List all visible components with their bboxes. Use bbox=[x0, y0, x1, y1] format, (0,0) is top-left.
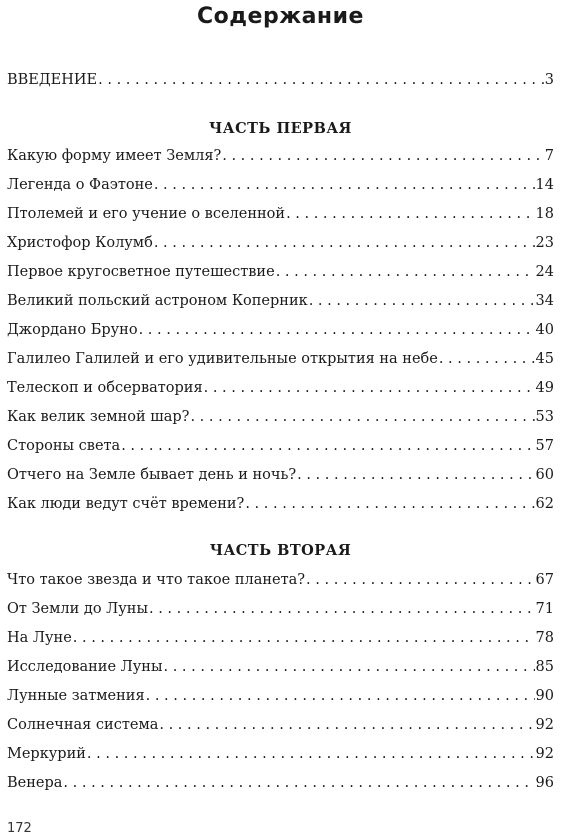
toc-entry-page: 40 bbox=[535, 322, 554, 338]
toc-entry-page: 90 bbox=[535, 688, 554, 704]
toc-entry-label: Христофор Колумб bbox=[7, 235, 153, 251]
toc-entry-label: На Луне bbox=[7, 630, 72, 646]
toc-entry[interactable] bbox=[7, 653, 554, 682]
toc-entry-label: Исследование Луны bbox=[7, 659, 163, 675]
dot-leader bbox=[139, 316, 535, 345]
dot-leader bbox=[309, 287, 535, 316]
dot-leader bbox=[286, 200, 534, 229]
toc-entry-page: 34 bbox=[535, 293, 554, 309]
toc-entry-page: 92 bbox=[535, 717, 554, 733]
toc-entry-page: 67 bbox=[535, 572, 554, 588]
toc-entry-label: Как люди ведут счёт времени? bbox=[7, 496, 245, 512]
dot-leader bbox=[204, 374, 535, 403]
toc-entry-label: Лунные затмения bbox=[7, 688, 145, 704]
toc-entry-label: Меркурий bbox=[7, 746, 86, 762]
page-title: Содержание bbox=[197, 4, 364, 29]
toc-entry-label: Солнечная система bbox=[7, 717, 159, 733]
toc-entry-label: ВВЕДЕНИЕ bbox=[7, 72, 98, 88]
part-two-list bbox=[7, 566, 554, 798]
dot-leader bbox=[439, 345, 535, 374]
intro-block bbox=[7, 66, 554, 95]
toc-entry-label: От Земли до Луны bbox=[7, 601, 148, 617]
toc-entry[interactable] bbox=[7, 229, 554, 258]
toc-entry-page: 24 bbox=[535, 264, 554, 280]
toc-entry-page: 18 bbox=[535, 206, 554, 222]
toc-entry[interactable] bbox=[7, 682, 554, 711]
toc-entry-intro[interactable] bbox=[7, 66, 554, 95]
toc-entry-page: 23 bbox=[535, 235, 554, 251]
dot-leader bbox=[222, 142, 544, 171]
toc-entry-page: 62 bbox=[535, 496, 554, 512]
toc-entry[interactable] bbox=[7, 374, 554, 403]
toc-entry-label: Легенда о Фаэтоне bbox=[7, 177, 153, 193]
toc-entry[interactable] bbox=[7, 711, 554, 740]
toc-entry-page: 78 bbox=[535, 630, 554, 646]
part-one-heading: ЧАСТЬ ПЕРВАЯ bbox=[209, 120, 352, 137]
dot-leader bbox=[154, 171, 535, 200]
dot-leader bbox=[164, 653, 535, 682]
toc-entry-label: Венера bbox=[7, 775, 63, 791]
part-one-list bbox=[7, 142, 554, 519]
toc-entry-page: 7 bbox=[544, 148, 554, 164]
toc-entry-label: Галилео Галилей и его удивительные открытия на небе bbox=[7, 351, 438, 367]
toc-entry-label: Телескоп и обсерватория bbox=[7, 380, 203, 396]
toc-entry-label: Стороны света bbox=[7, 438, 121, 454]
part-two-heading: ЧАСТЬ ВТОРАЯ bbox=[209, 542, 352, 559]
toc-entry-page: 3 bbox=[544, 72, 554, 88]
toc-entry[interactable] bbox=[7, 769, 554, 798]
toc-entry-label: Как велик земной шар? bbox=[7, 409, 190, 425]
dot-leader bbox=[121, 432, 534, 461]
toc-entry-page: 85 bbox=[535, 659, 554, 675]
toc-entry[interactable] bbox=[7, 142, 554, 171]
toc-entry-page: 92 bbox=[535, 746, 554, 762]
dot-leader bbox=[146, 682, 535, 711]
dot-leader bbox=[306, 566, 535, 595]
toc-entry[interactable] bbox=[7, 316, 554, 345]
toc-entry-page: 71 bbox=[535, 601, 554, 617]
toc-entry[interactable] bbox=[7, 740, 554, 769]
dot-leader bbox=[98, 66, 544, 95]
toc-entry-page: 60 bbox=[535, 467, 554, 483]
toc-entry[interactable] bbox=[7, 624, 554, 653]
toc-entry[interactable] bbox=[7, 345, 554, 374]
toc-entry[interactable] bbox=[7, 461, 554, 490]
toc-entry-label: Великий польский астроном Коперник bbox=[7, 293, 308, 309]
toc-entry[interactable] bbox=[7, 287, 554, 316]
toc-entry-label: Джордано Бруно bbox=[7, 322, 138, 338]
toc-entry-label: Птолемей и его учение о вселенной bbox=[7, 206, 286, 222]
toc-entry[interactable] bbox=[7, 566, 554, 595]
dot-leader bbox=[87, 740, 535, 769]
toc-entry[interactable] bbox=[7, 490, 554, 519]
toc-entry-page: 96 bbox=[535, 775, 554, 791]
toc-entry-page: 49 bbox=[535, 380, 554, 396]
toc-entry[interactable] bbox=[7, 403, 554, 432]
dot-leader bbox=[297, 461, 534, 490]
toc-entry[interactable] bbox=[7, 171, 554, 200]
toc-entry-label: Что такое звезда и что такое планета? bbox=[7, 572, 306, 588]
dot-leader bbox=[73, 624, 535, 653]
dot-leader bbox=[149, 595, 535, 624]
toc-entry-label: Какую форму имеет Земля? bbox=[7, 148, 222, 164]
toc-entry-page: 57 bbox=[535, 438, 554, 454]
toc-entry-page: 53 bbox=[535, 409, 554, 425]
toc-entry-page: 45 bbox=[535, 351, 554, 367]
dot-leader bbox=[276, 258, 535, 287]
page-number: 172 bbox=[7, 821, 32, 836]
dot-leader bbox=[159, 711, 534, 740]
toc-entry-page: 14 bbox=[535, 177, 554, 193]
dot-leader bbox=[245, 490, 534, 519]
toc-entry[interactable] bbox=[7, 200, 554, 229]
dot-leader bbox=[63, 769, 534, 798]
toc-entry[interactable] bbox=[7, 432, 554, 461]
toc-entry[interactable] bbox=[7, 595, 554, 624]
toc-entry-label: Первое кругосветное путешествие bbox=[7, 264, 275, 280]
dot-leader bbox=[190, 403, 534, 432]
toc-entry-label: Отчего на Земле бывает день и ночь? bbox=[7, 467, 297, 483]
toc-entry[interactable] bbox=[7, 258, 554, 287]
dot-leader bbox=[154, 229, 535, 258]
